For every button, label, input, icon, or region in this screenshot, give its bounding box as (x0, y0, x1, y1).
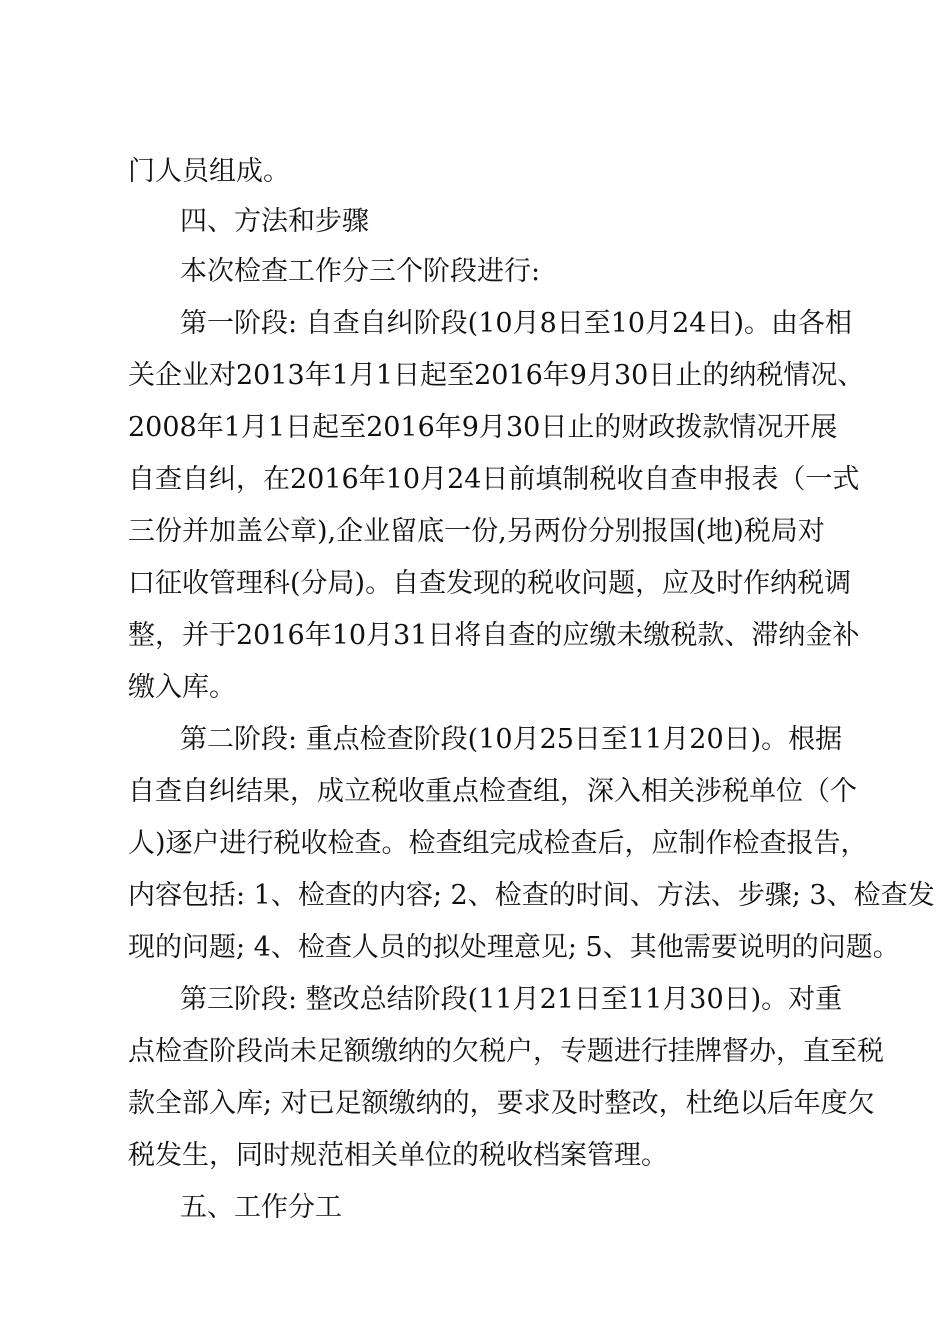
paragraph-stage-three-line-3: 款全部入库; 对已足额缴纳的，要求及时整改，杜绝以后年度欠 (128, 1088, 875, 1119)
paragraph-stage-two-line-1: 第二阶段: 重点检查阶段(10月25日至11月20日)。根据 (180, 724, 843, 755)
paragraph-stage-one-line-6: 口征收管理科(分局)。自查发现的税收问题，应及时作纳税调 (128, 568, 852, 599)
paragraph-stage-two-line-4: 内容包括: 1、检查的内容; 2、检查的时间、方法、步骤; 3、检查发 (128, 880, 935, 911)
paragraph-stage-two-line-2: 自查自纠结果，成立税收重点检查组，深入相关涉税单位（个 (128, 776, 857, 807)
section-heading-methods: 四、方法和步骤 (180, 206, 369, 237)
text-line-continuation: 门人员组成。 (128, 156, 290, 187)
paragraph-stage-one-line-8: 缴入库。 (128, 672, 236, 703)
paragraph-stage-three-line-1: 第三阶段: 整改总结阶段(11月21日至11月30日)。对重 (180, 984, 843, 1015)
paragraph-stage-one-line-4: 自查自纠，在2016年10月24日前填制税收自查申报表（一式 (128, 464, 860, 495)
paragraph-stage-three-line-2: 点检查阶段尚未足额缴纳的欠税户，专题进行挂牌督办，直至税 (128, 1036, 884, 1067)
paragraph-stage-one-line-7: 整，并于2016年10月31日将自查的应缴未缴税款、滞纳金补 (128, 620, 860, 651)
paragraph-stage-two-line-5: 现的问题; 4、检查人员的拟处理意见; 5、其他需要说明的问题。 (128, 932, 900, 963)
paragraph-stage-one-line-2: 关企业对2013年1月1日起至2016年9月30日止的纳税情况、 (128, 360, 865, 391)
paragraph-stage-one-line-1: 第一阶段: 自查自纠阶段(10月8日至10月24日)。由各相 (180, 308, 852, 339)
paragraph-intro: 本次检查工作分三个阶段进行: (180, 256, 541, 287)
section-heading-division-of-work: 五、工作分工 (180, 1192, 342, 1223)
paragraph-stage-two-line-3: 人)逐户进行税收检查。检查组完成检查后，应制作检查报告， (128, 828, 868, 859)
paragraph-stage-three-line-4: 税发生，同时规范相关单位的税收档案管理。 (128, 1140, 668, 1171)
paragraph-stage-one-line-5: 三份并加盖公章),企业留底一份,另两份分别报国(地)税局对 (128, 516, 825, 547)
paragraph-stage-one-line-3: 2008年1月1日起至2016年9月30日止的财政拨款情况开展 (128, 412, 838, 443)
